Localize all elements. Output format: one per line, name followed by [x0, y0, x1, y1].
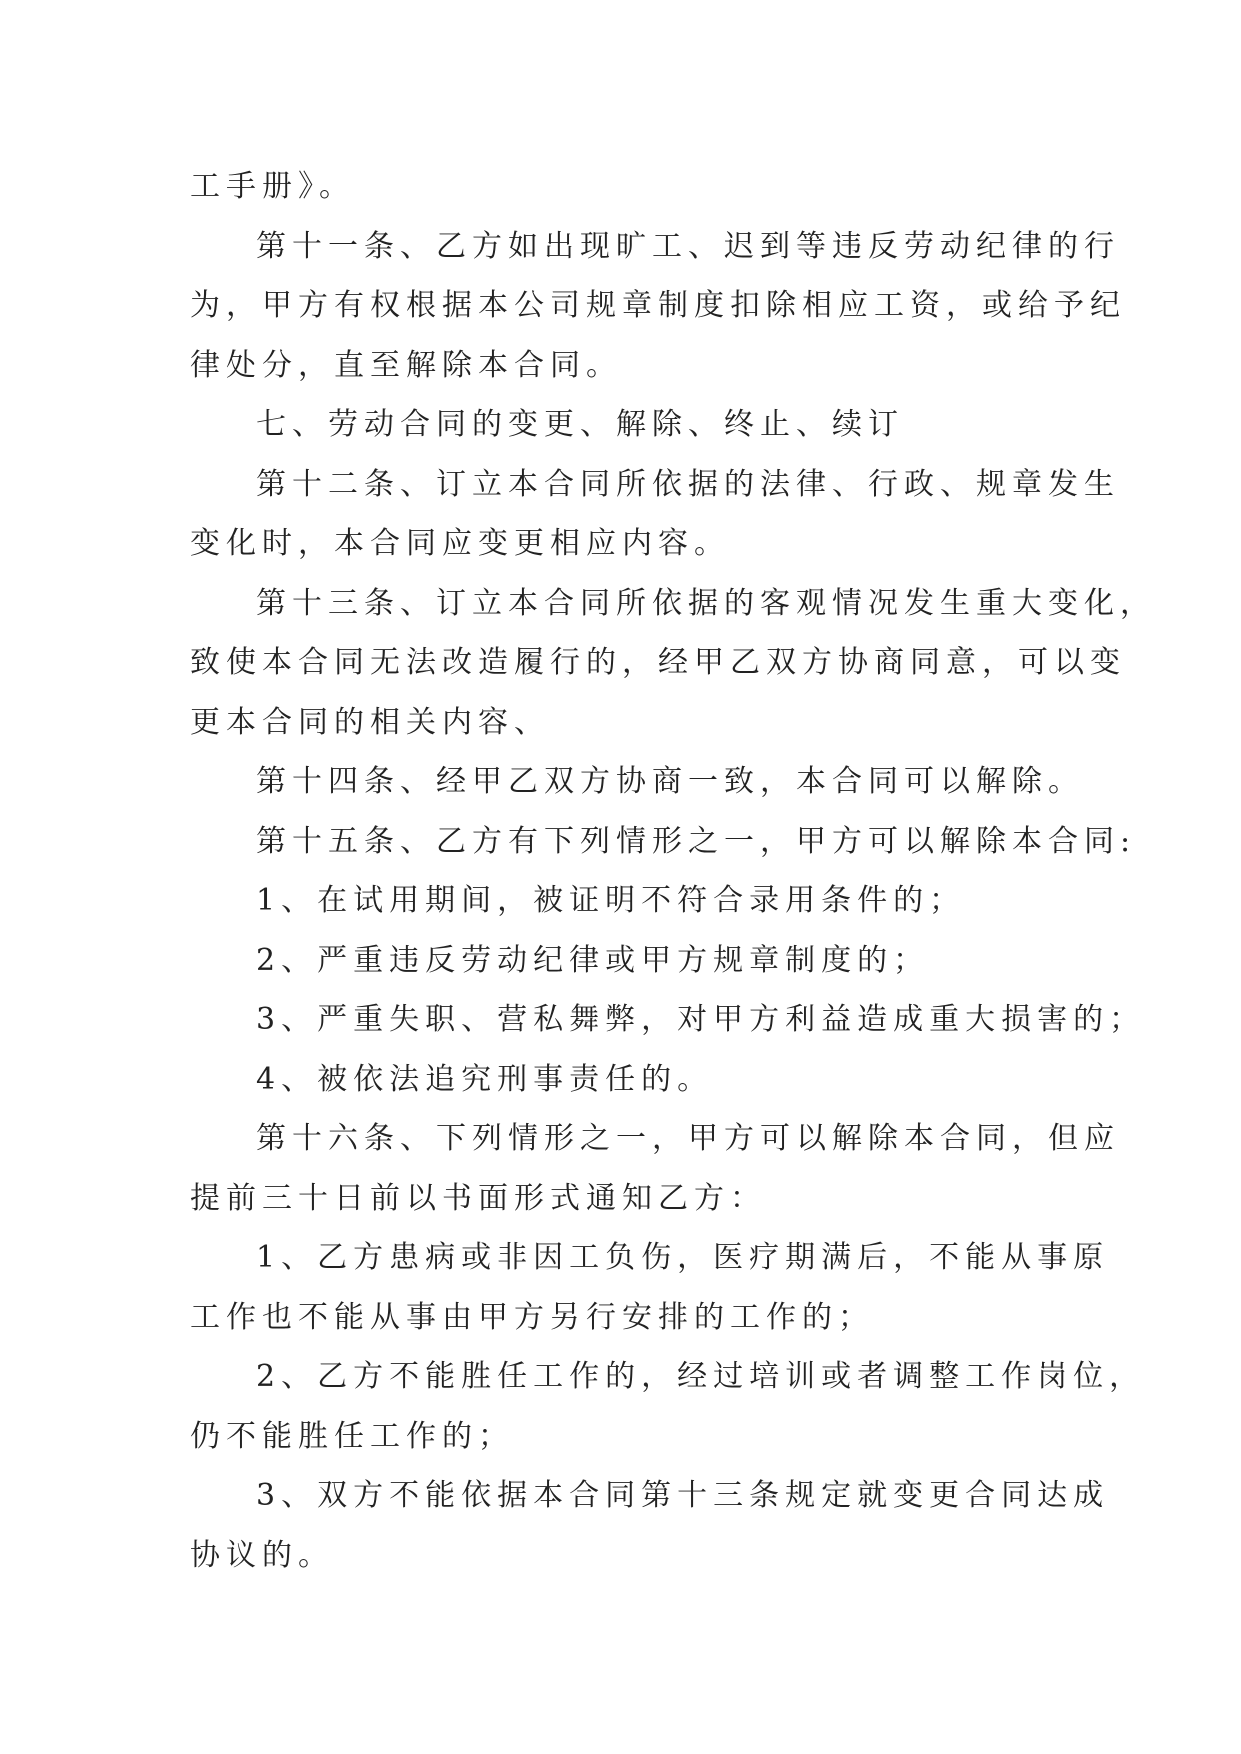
list-item: 2、乙方不能胜任工作的，经过培训或者调整工作岗位， [256, 1359, 1146, 1394]
article-13: 第十三条、订立本合同所依据的客观情况发生重大变化， [256, 585, 1156, 621]
article-16: 第十六条、下列情形之一，甲方可以解除本合同，但应 [256, 1121, 1120, 1156]
text-line: 变化时，本合同应变更相应内容。 [190, 526, 730, 561]
text-line: 仍不能胜任工作的； [190, 1418, 514, 1454]
text-line: 提前三十日前以书面形式通知乙方： [190, 1180, 766, 1216]
article-12: 第十二条、订立本合同所依据的法律、行政、规章发生 [256, 466, 1120, 502]
text-line: 工作也不能从事由甲方另行安排的工作的； [190, 1299, 874, 1335]
list-item: 4、被依法追究刑事责任的。 [256, 1061, 714, 1097]
list-item: 1、在试用期间，被证明不符合录用条件的； [256, 883, 966, 918]
text-line: 为，甲方有权根据本公司规章制度扣除相应工资，或给予纪 [190, 288, 1126, 323]
article-15: 第十五条、乙方有下列情形之一，甲方可以解除本合同: [256, 823, 1137, 859]
text-line: 工手册》。 [190, 169, 355, 204]
list-item: 3、严重失职、营私舞弊，对甲方利益造成重大损害的； [256, 1002, 1146, 1037]
text-line: 致使本合同无法改造履行的，经甲乙双方协商同意，可以变 [190, 645, 1126, 680]
text-line: 律处分，直至解除本合同。 [190, 347, 622, 383]
list-item: 3、双方不能依据本合同第十三条规定就变更合同达成 [256, 1478, 1110, 1513]
contract-body [190, 157, 1156, 1585]
list-item: 1、乙方患病或非因工负伤，医疗期满后，不能从事原 [256, 1240, 1110, 1275]
article-11: 第十一条、乙方如出现旷工、迟到等违反劳动纪律的行 [256, 228, 1120, 264]
article-14: 第十四条、经甲乙双方协商一致，本合同可以解除。 [256, 764, 1084, 799]
section-heading: 七、劳动合同的变更、解除、终止、续订 [256, 407, 904, 442]
list-item: 2、严重违反劳动纪律或甲方规章制度的； [256, 942, 930, 978]
text-line: 更本合同的相关内容、 [190, 704, 550, 740]
text-line: 协议的。 [190, 1537, 334, 1573]
